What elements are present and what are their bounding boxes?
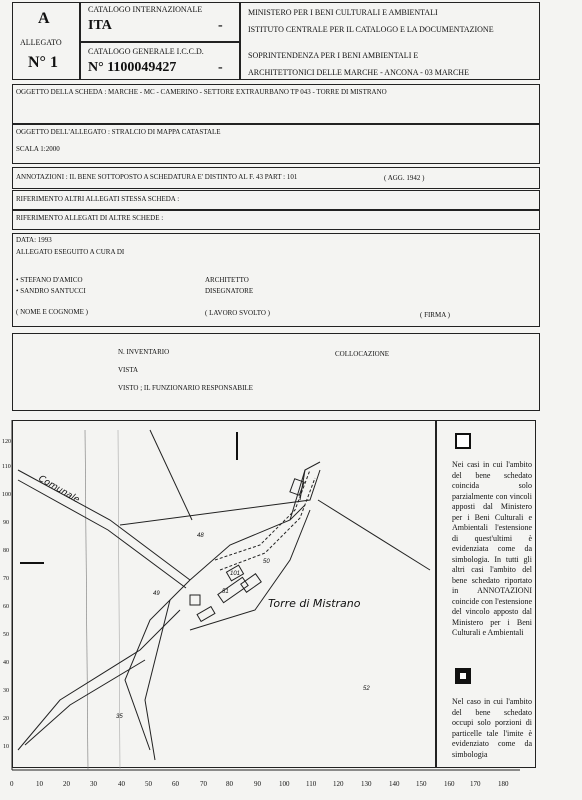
parcel-label: 49 (153, 591, 160, 597)
svg-text:0: 0 (10, 780, 14, 788)
left-tick: 80 (3, 548, 9, 554)
place-label: Torre di Mistrano (268, 597, 361, 610)
nome-label: ( NOME E COGNOME ) (16, 308, 88, 316)
author-name: • STEFANO D'AMICO (16, 276, 83, 284)
parcel-label: 101 (230, 571, 241, 577)
firma-label: ( FIRMA ) (420, 311, 450, 319)
svg-text:30: 30 (90, 780, 97, 788)
left-tick: 10 (3, 744, 9, 750)
svg-text:70: 70 (200, 780, 207, 788)
svg-text:150: 150 (416, 780, 427, 788)
ministry-name: MINISTERO PER I BENI CULTURALI E AMBIENTALI (248, 8, 438, 17)
allegato-number: N° 1 (28, 54, 58, 71)
svg-text:80: 80 (226, 780, 233, 788)
catalog-gen-label: CATALOGO GENERALE I.C.C.D. (88, 47, 204, 56)
svg-text:40: 40 (118, 780, 125, 788)
left-tick: 70 (3, 576, 9, 582)
annotazioni: ANNOTAZIONI : IL BENE SOTTOPOSTO A SCHEDATURA E' DISTINTO AL F. 43 PART : 101 (16, 173, 298, 181)
svg-text:110: 110 (306, 780, 317, 788)
svg-text:180: 180 (498, 780, 509, 788)
left-tick: 50 (3, 632, 9, 638)
svg-text:60: 60 (172, 780, 179, 788)
left-tick: 20 (3, 716, 9, 722)
road-label: Comunale (36, 473, 81, 506)
legend-text-1: Nei casi in cui l'ambito del bene schedato coincida solo parzialmente con vincoli apposti dal Ministero per i Beni Culturali e Ambientali l'estensione di quest'ultimi è evidenziata come da simbologia. In tutti gli altri casi l'ambito del bene schedato riportato in ANNOTAZIONI coincide con l'estensione del vincolo apposto dal Ministero per i Beni Culturali e Ambientali (452, 460, 532, 637)
soprintendenza-line1: SOPRINTENDENZA PER I BENI AMBIENTALI E (248, 51, 419, 60)
svg-text:160: 160 (444, 780, 455, 788)
parcel-label: 35 (116, 714, 123, 720)
svg-text:140: 140 (389, 780, 400, 788)
svg-text:100: 100 (279, 780, 290, 788)
svg-text:170: 170 (470, 780, 481, 788)
vista: VISTA (118, 366, 139, 374)
left-tick: 60 (3, 604, 9, 610)
visto-funzionario: VISTO ; IL FUNZIONARIO RESPONSABILE (118, 384, 253, 392)
dash: - (218, 60, 223, 75)
left-tick: 120 (2, 439, 11, 445)
svg-text:10: 10 (36, 780, 43, 788)
catalog-int-value: ITA (88, 18, 112, 33)
parcel-label: 48 (197, 533, 204, 539)
parcel-label: 50 (263, 559, 270, 565)
partial-constraint-symbol (455, 433, 471, 449)
svg-text:130: 130 (361, 780, 372, 788)
rif-stessa-scheda: RIFERIMENTO ALTRI ALLEGATI STESSA SCHEDA : (16, 195, 180, 203)
svg-text:90: 90 (254, 780, 261, 788)
rif-altre-schede: RIFERIMENTO ALLEGATI DI ALTRE SCHEDE : (16, 214, 164, 222)
svg-text:20: 20 (63, 780, 70, 788)
institute-name: ISTITUTO CENTRALE PER IL CATALOGO E LA DOCUMENTAZIONE (248, 25, 494, 34)
n-inventario: N. INVENTARIO (118, 348, 170, 356)
author-role: DISEGNATORE (205, 287, 254, 295)
lavoro-label: ( LAVORO SVOLTO ) (205, 309, 271, 317)
parcel-label: 52 (363, 686, 370, 692)
parcel-label: 51 (222, 589, 229, 595)
collocazione: COLLOCAZIONE (335, 350, 390, 358)
soprintendenza-line2: ARCHITETTONICI DELLE MARCHE - ANCONA - 03 MARCHE (248, 68, 469, 77)
partial-parcel-symbol (455, 668, 471, 684)
allegato-letter: A (38, 10, 50, 27)
left-tick: 100 (2, 492, 11, 498)
left-tick: 40 (3, 660, 9, 666)
dash: - (218, 18, 223, 33)
left-tick: 90 (3, 520, 9, 526)
left-tick: 110 (2, 464, 11, 470)
oggetto-allegato: OGGETTO DELL'ALLEGATO : STRALCIO DI MAPPA CATASTALE (16, 128, 221, 136)
svg-text:50: 50 (145, 780, 152, 788)
data: DATA: 1993 (16, 236, 52, 244)
svg-text:120: 120 (333, 780, 344, 788)
author-name: • SANDRO SANTUCCI (16, 287, 86, 295)
catalog-gen-value: N° 1100049427 (88, 60, 177, 75)
oggetto-scheda: OGGETTO DELLA SCHEDA : MARCHE - MC - CAMERINO - SETTORE EXTRAURBANO TP 043 - TORRE DI MISTRANO (16, 88, 387, 96)
aggiornamento: ( AGG. 1942 ) (384, 174, 425, 182)
left-tick: 30 (3, 688, 9, 694)
allegato-label: ALLEGATO (20, 38, 62, 47)
legend-text-2: Nel caso in cui l'ambito del bene schedato occupi solo porzioni di particelle tale l'imite è evidenziato come da simbologia (452, 697, 532, 759)
scala: SCALA 1:2000 (16, 145, 60, 153)
author-role: ARCHITETTO (205, 276, 249, 284)
catalog-int-label: CATALOGO INTERNAZIONALE (88, 5, 203, 14)
eseguito: ALLEGATO ESEGUITO A CURA DI (16, 248, 125, 256)
